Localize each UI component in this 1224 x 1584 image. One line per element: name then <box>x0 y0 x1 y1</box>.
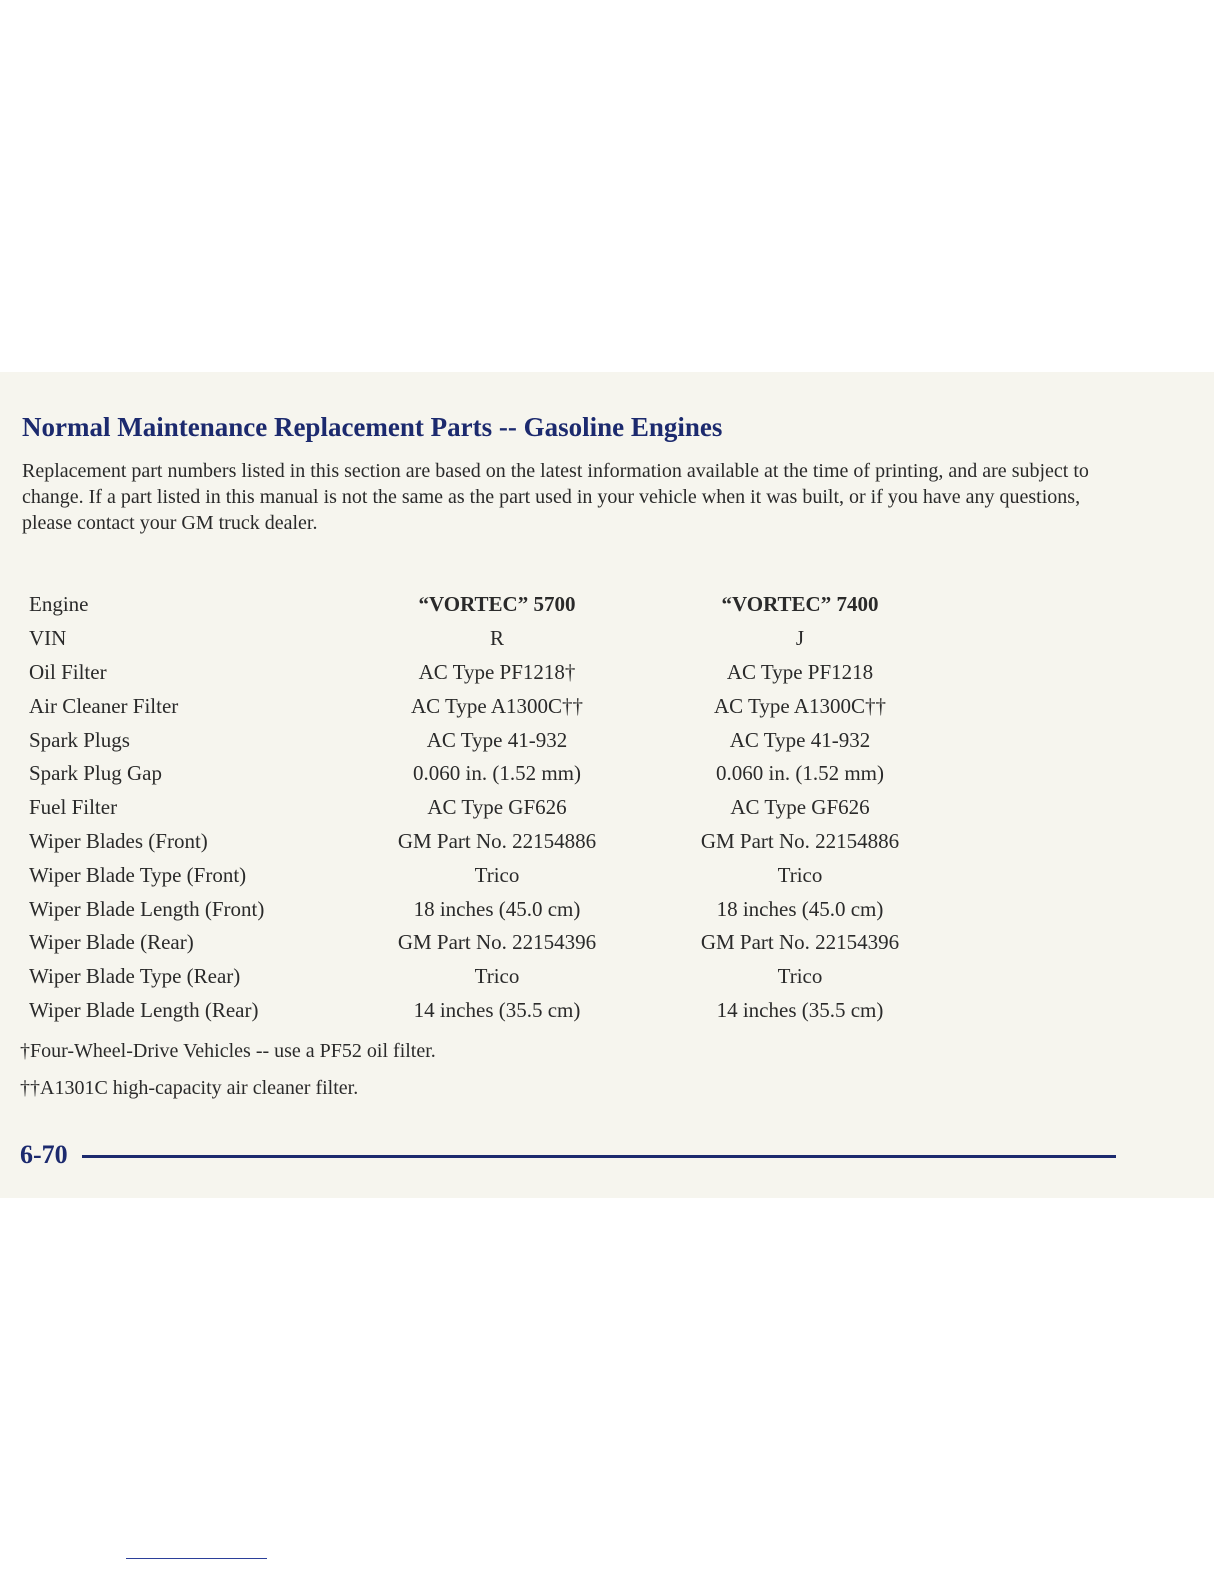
value-5700: Trico <box>474 862 520 887</box>
table-row <box>29 622 955 656</box>
value-7400: Trico <box>777 862 823 887</box>
row-label: Spark Plugs <box>29 727 130 752</box>
table-row <box>29 858 955 892</box>
row-label: Spark Plug Gap <box>29 761 162 786</box>
bottom-divider <box>126 1558 267 1559</box>
row-label: VIN <box>29 626 67 651</box>
footer-rule <box>82 1155 1116 1158</box>
value-5700: AC Type 41-932 <box>426 727 568 752</box>
row-label: Fuel Filter <box>29 795 118 820</box>
replacement-parts-table <box>29 588 955 1027</box>
header-engine-5700: “VORTEC” 5700 <box>418 592 576 617</box>
value-5700: 0.060 in. (1.52 mm) <box>413 761 581 786</box>
value-7400: AC Type PF1218 <box>726 659 874 684</box>
table-row <box>29 791 955 825</box>
intro-paragraph: Replacement part numbers listed in this section are based on the latest information available at the time of printing, and are subject to change. If a part listed in this manual is not the same as the part used in your vehicle when it was built, or if you have any questions, please contact your GM truck dealer. <box>22 460 1089 534</box>
table-row <box>29 757 955 791</box>
page-number: 6-70 <box>20 1140 68 1169</box>
value-5700: GM Part No. 22154886 <box>397 828 597 853</box>
value-7400: Trico <box>777 964 823 989</box>
footnote-double-dagger: ††A1301C high-capacity air cleaner filter. <box>20 1077 359 1099</box>
table-row <box>29 689 955 723</box>
value-5700: AC Type GF626 <box>427 795 567 820</box>
row-label: Wiper Blade (Rear) <box>29 930 194 955</box>
footnote-dagger: †Four-Wheel-Drive Vehicles -- use a PF52 oil filter. <box>20 1040 436 1062</box>
value-5700: AC Type A1300C†† <box>411 693 583 718</box>
table-row <box>29 994 955 1028</box>
table-row <box>29 723 955 757</box>
value-7400: GM Part No. 22154886 <box>700 828 900 853</box>
header-engine-7400: “VORTEC” 7400 <box>721 592 879 617</box>
row-label: Air Cleaner Filter <box>29 693 179 718</box>
value-7400: GM Part No. 22154396 <box>700 930 900 955</box>
row-label: Oil Filter <box>29 659 107 684</box>
value-7400: 0.060 in. (1.52 mm) <box>716 761 884 786</box>
table-row <box>29 960 955 994</box>
table-header-row <box>29 588 955 622</box>
value-7400: AC Type A1300C†† <box>714 693 886 718</box>
row-label: Wiper Blade Length (Front) <box>29 896 265 921</box>
value-7400: 14 inches (35.5 cm) <box>716 997 884 1022</box>
value-5700: GM Part No. 22154396 <box>397 930 597 955</box>
value-7400: 18 inches (45.0 cm) <box>716 896 884 921</box>
value-5700: R <box>489 626 504 651</box>
row-label: Wiper Blade Type (Front) <box>29 862 247 887</box>
table-row <box>29 892 955 926</box>
table-row <box>29 656 955 690</box>
value-7400: J <box>795 626 805 651</box>
row-label: Wiper Blades (Front) <box>29 828 208 853</box>
value-5700: 14 inches (35.5 cm) <box>413 997 581 1022</box>
row-label: Wiper Blade Length (Rear) <box>29 997 259 1022</box>
value-7400: AC Type 41-932 <box>729 727 871 752</box>
value-5700: 18 inches (45.0 cm) <box>413 896 581 921</box>
value-5700: Trico <box>474 964 520 989</box>
row-label: Wiper Blade Type (Rear) <box>29 964 241 989</box>
header-label: Engine <box>29 592 89 617</box>
section-title: Normal Maintenance Replacement Parts -- Gasoline Engines <box>22 412 723 442</box>
value-5700: AC Type PF1218† <box>418 659 576 684</box>
table-row <box>29 926 955 960</box>
value-7400: AC Type GF626 <box>730 795 870 820</box>
table-row <box>29 825 955 859</box>
